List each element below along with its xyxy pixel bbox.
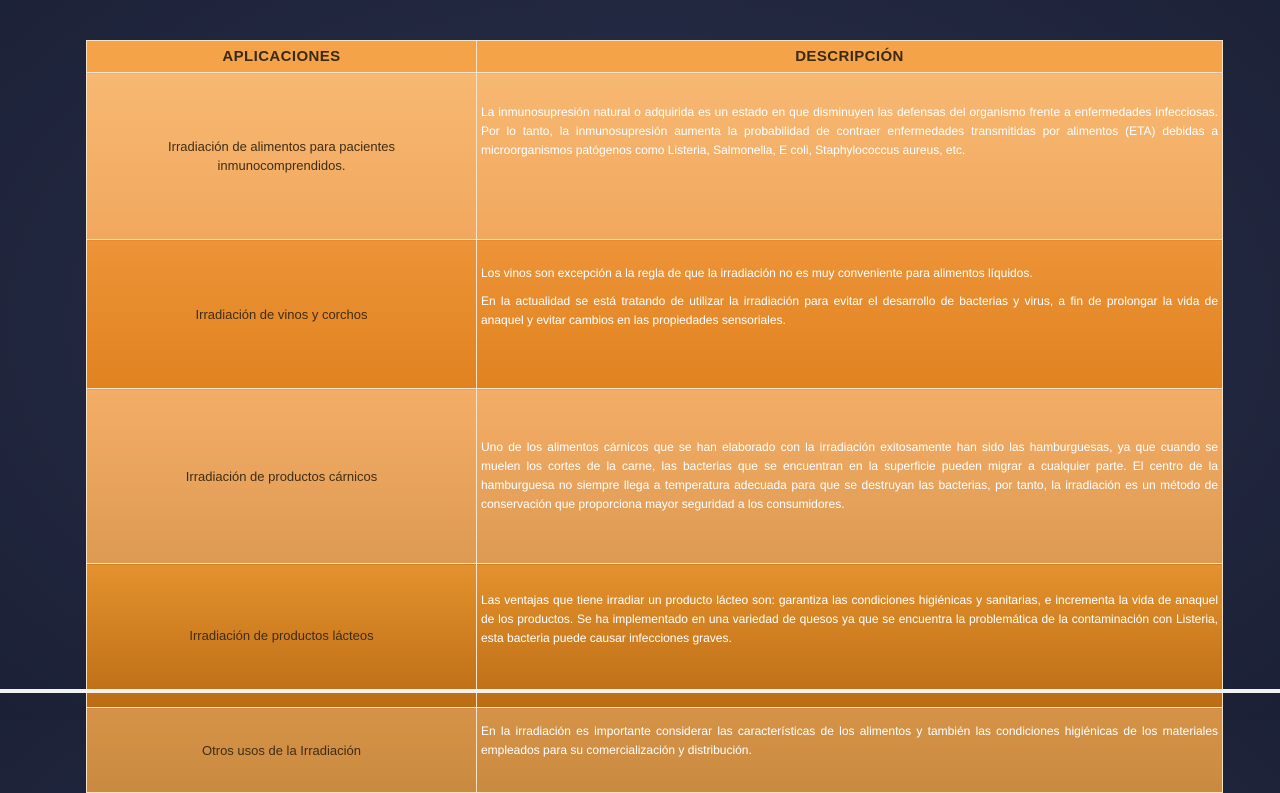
header-row xyxy=(87,41,1223,73)
application-cell: Irradiación de vinos y corchos xyxy=(87,240,477,389)
bottom-divider xyxy=(0,689,1280,693)
description-paragraph: Los vinos son excepción a la regla de que la irradiación no es muy conveniente para alimentos líquidos. xyxy=(481,266,1033,280)
description-cell xyxy=(477,73,1223,240)
description-paragraph: En la actualidad se está tratando de utilizar la irradiación para evitar el desarrollo de bacterias y virus, a fin de prolongar la vida de anaquel y evitar cambios en las propiedades sensoriales. xyxy=(481,294,1218,327)
description-paragraph: La inmunosupresión natural o adquirida es un estado en que disminuyen las defensas del organismo frente a enfermedades infecciosas. Por lo tanto, la inmunosupresión aumenta la probabilidad de contraer enfermedades transmitidas por alimentos (ETA) debidas a microorganismos patógenos como Listeria, Salmonella, E coli, Staphylococcus aureus, etc. xyxy=(481,105,1218,157)
application-cell: Irradiación de productos lácteos xyxy=(87,564,477,708)
header-description: DESCRIPCIÓN xyxy=(477,41,1223,73)
description-paragraph: En la irradiación es importante considerar las características de los alimentos y también las condiciones higiénicas de los materiales empleados para su comercialización y distribución. xyxy=(481,724,1218,757)
irradiation-applications-table xyxy=(86,40,1223,793)
application-cell: Otros usos de la Irradiación xyxy=(87,708,477,793)
description-cell xyxy=(477,240,1223,389)
table-row xyxy=(87,564,1223,708)
table-row xyxy=(87,240,1223,389)
description-cell xyxy=(477,564,1223,708)
description-cell xyxy=(477,708,1223,793)
header-applications: APLICACIONES xyxy=(87,41,477,73)
application-cell: Irradiación de alimentos para pacientes inmunocomprendidos. xyxy=(87,73,477,240)
description-paragraph: Las ventajas que tiene irradiar un producto lácteo son: garantiza las condiciones higiénicas y sanitarias, e incrementa la vida de anaquel de los productos. Se ha implementado en una variedad de quesos ya que se encuentra la problemática de la contaminación con Listeria, esta bacteria puede causar infecciones graves. xyxy=(481,593,1218,645)
application-cell: Irradiación de productos cárnicos xyxy=(87,389,477,564)
table-row xyxy=(87,389,1223,564)
description-paragraph: Uno de los alimentos cárnicos que se han elaborado con la irradiación exitosamente han sido las hamburguesas, ya que cuando se muelen los cortes de la carne, las bacterias que se encuentran en la superficie pueden migrar a cualquier parte. El centro de la hamburguesa no siempre llega a temperatura adecuada para que se destruyan las bacterias, por tanto, la irradiación es un método de conservación que proporciona mayor seguridad a los consumidores. xyxy=(481,440,1218,511)
table-row xyxy=(87,708,1223,793)
table-row xyxy=(87,73,1223,240)
description-cell xyxy=(477,389,1223,564)
